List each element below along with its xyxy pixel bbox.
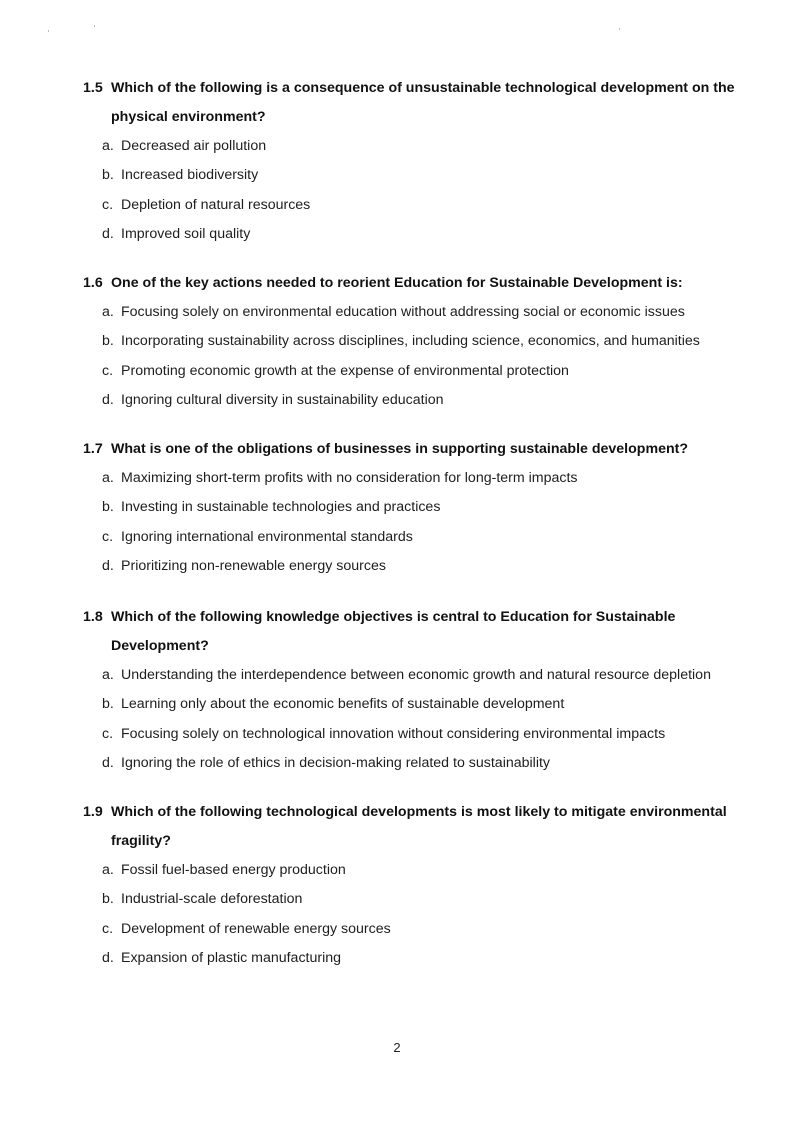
option-letter: b.: [102, 696, 114, 713]
option-text: Ignoring cultural diversity in sustainability education: [121, 392, 444, 409]
option-letter: a.: [102, 667, 114, 683]
question-number: 1.5: [83, 80, 103, 96]
question-number: 1.8: [83, 609, 103, 625]
question-text: Which of the following is a consequence of unsustainable technological development on the physical environment?: [111, 80, 735, 125]
option-text: Industrial-scale deforestation: [121, 891, 303, 908]
option-c: [102, 915, 763, 944]
question-text: What is one of the obligations of businesses in supporting sustainable development?: [111, 441, 689, 457]
options-list: [102, 298, 763, 416]
option-letter: c.: [102, 196, 114, 213]
options-list: [102, 132, 763, 250]
option-letter: a.: [102, 862, 114, 878]
option-a: [102, 464, 763, 493]
option-a: [102, 856, 763, 885]
question-number: 1.7: [83, 441, 103, 457]
question-1-7: [83, 435, 763, 582]
option-letter: a.: [102, 470, 114, 486]
option-text: Incorporating sustainability across disciplines, including science, economics, and humanities: [121, 333, 700, 350]
option-letter: d.: [102, 755, 114, 772]
option-letter: b.: [102, 891, 114, 908]
option-text: Expansion of plastic manufacturing: [121, 950, 342, 967]
option-text: Maximizing short-term profits with no consideration for long-term impacts: [121, 470, 578, 486]
option-letter: b.: [102, 499, 114, 516]
option-letter: d.: [102, 950, 114, 967]
option-text: Fossil fuel-based energy production: [121, 862, 346, 878]
option-letter: d.: [102, 392, 114, 409]
option-text: Decreased air pollution: [121, 138, 267, 154]
question-heading: [83, 74, 763, 132]
option-text: Ignoring international environmental standards: [121, 528, 413, 545]
question-1-5: [83, 74, 763, 250]
option-b: [102, 161, 763, 190]
question-text: One of the key actions needed to reorient Education for Sustainable Development is:: [111, 275, 683, 291]
option-d: [102, 552, 763, 581]
options-list: [102, 464, 763, 582]
question-text: Which of the following technological developments is most likely to mitigate environmental fragility?: [111, 804, 727, 849]
option-text: Improved soil quality: [121, 226, 251, 243]
question-1-9: [83, 798, 763, 974]
option-b: [102, 885, 763, 914]
option-letter: a.: [102, 304, 114, 320]
question-1-8: [83, 603, 763, 779]
option-letter: d.: [102, 226, 114, 243]
scan-artifact: [94, 25, 95, 27]
scan-artifact: [619, 28, 620, 30]
question-text: Which of the following knowledge objectives is central to Education for Sustainable Development?: [111, 609, 676, 654]
option-text: Learning only about the economic benefits of sustainable development: [121, 696, 565, 713]
question-heading: [83, 603, 763, 661]
question-heading: [83, 435, 763, 464]
option-text: Focusing solely on environmental education without addressing social or economic issues: [121, 304, 685, 320]
option-letter: c.: [102, 725, 114, 742]
option-text: Focusing solely on technological innovation without considering environmental impacts: [121, 725, 666, 742]
option-text: Understanding the interdependence between economic growth and natural resource depletion: [121, 667, 711, 683]
option-c: [102, 357, 763, 386]
options-list: [102, 856, 763, 974]
option-c: [102, 523, 763, 552]
option-text: Ignoring the role of ethics in decision-making related to sustainability: [121, 755, 551, 772]
option-d: [102, 749, 763, 778]
options-list: [102, 661, 763, 779]
option-letter: b.: [102, 333, 114, 350]
option-b: [102, 327, 763, 356]
option-text: Development of renewable energy sources: [121, 920, 391, 937]
option-letter: c.: [102, 920, 114, 937]
page-number: 2: [393, 1040, 401, 1055]
question-1-6: [83, 269, 763, 416]
option-c: [102, 720, 763, 749]
option-b: [102, 493, 763, 522]
question-number: 1.9: [83, 804, 103, 820]
option-a: [102, 298, 763, 327]
option-letter: c.: [102, 362, 114, 379]
question-heading: [83, 798, 763, 856]
option-letter: c.: [102, 528, 114, 545]
option-letter: b.: [102, 167, 114, 184]
option-a: [102, 132, 763, 161]
option-d: [102, 944, 763, 973]
option-d: [102, 220, 763, 249]
option-d: [102, 386, 763, 415]
option-text: Promoting economic growth at the expense of environmental protection: [121, 362, 569, 379]
option-letter: d.: [102, 558, 114, 575]
option-text: Increased biodiversity: [121, 167, 259, 184]
question-number: 1.6: [83, 275, 103, 291]
option-text: Prioritizing non-renewable energy sources: [121, 558, 386, 575]
option-letter: a.: [102, 138, 114, 154]
option-c: [102, 191, 763, 220]
option-text: Depletion of natural resources: [121, 196, 311, 213]
option-b: [102, 690, 763, 719]
scan-artifact: [48, 30, 49, 32]
question-heading: [83, 269, 763, 298]
option-a: [102, 661, 763, 690]
option-text: Investing in sustainable technologies and practices: [121, 499, 441, 516]
